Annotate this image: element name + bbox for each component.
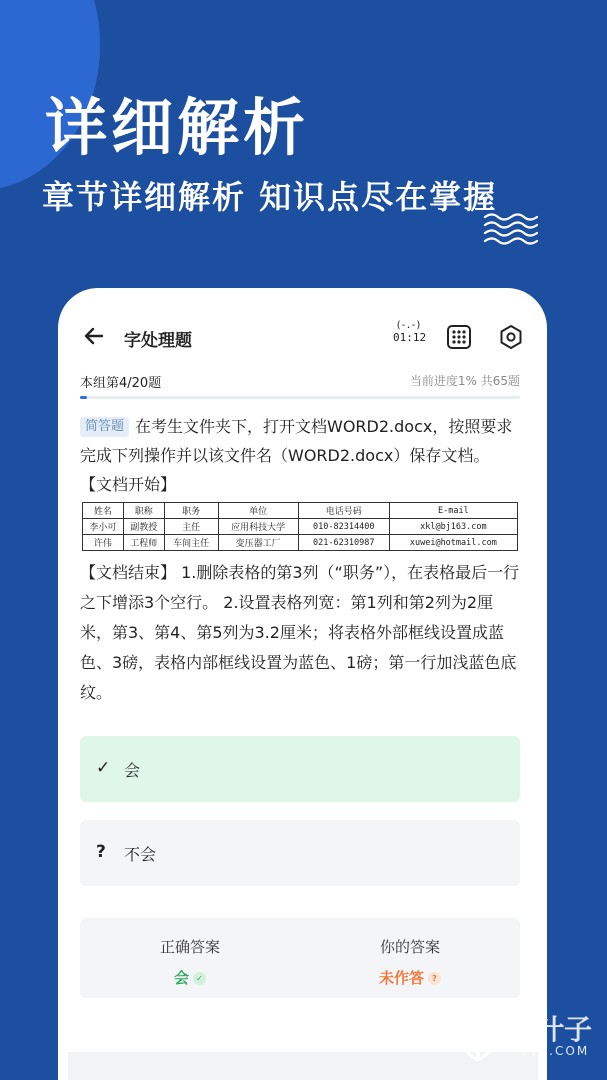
waves-icon: [483, 212, 539, 246]
leaf-logo-icon: [452, 1006, 504, 1064]
check-circle-icon: ✓: [193, 972, 206, 985]
watermark: [452, 1006, 593, 1068]
correct-answer-heading: 正确答案: [159, 938, 220, 956]
table-header-cell: E-mail: [389, 503, 517, 519]
timer[interactable]: [393, 320, 427, 344]
correct-answer: [80, 936, 300, 988]
table-cell: 许伟: [83, 535, 124, 551]
table-header-cell: 电话号码: [298, 503, 389, 519]
question-type-badge: 简答题: [80, 417, 129, 437]
correct-answer-value: 会: [173, 969, 189, 987]
check-icon: ✓: [96, 758, 111, 778]
group-position: 本组第4/20题: [80, 376, 162, 391]
table-cell: 主任: [164, 519, 218, 535]
phone-screen: [58, 288, 547, 1080]
option-know-label: 会: [124, 761, 141, 780]
question-text: [80, 412, 522, 499]
top-bar: [58, 318, 547, 358]
question-mark-icon: ?: [96, 842, 106, 862]
table-cell: 010-82314400: [298, 519, 389, 535]
your-answer-heading: 你的答案: [379, 938, 440, 956]
table-header-cell: 职称: [123, 503, 164, 519]
progress-bar-fill: [80, 396, 87, 399]
table-cell: 副教授: [123, 519, 164, 535]
page-title: 字处理题: [124, 331, 192, 351]
table-cell: 021-62310987: [298, 535, 389, 551]
table-row: [83, 535, 518, 551]
document-table: [82, 502, 518, 551]
your-answer-value: 未作答: [378, 969, 424, 987]
hero-subtitle: 章节详细解析 知识点尽在掌握: [42, 178, 498, 216]
table-cell: 变压器工厂: [218, 535, 298, 551]
progress-summary: 当前进度1% 共65题: [409, 374, 520, 388]
table-cell: 工程师: [123, 535, 164, 551]
table-header-row: [83, 503, 518, 519]
table-cell: 车间主任: [164, 535, 218, 551]
progress-bar: [80, 396, 520, 399]
watermark-brand: 七叶子: [508, 1013, 593, 1046]
table-cell: 应用科技大学: [218, 519, 298, 535]
table-row: [83, 519, 518, 535]
table-header-cell: 单位: [218, 503, 298, 519]
table-header-cell: 姓名: [83, 503, 124, 519]
answer-panel: [80, 918, 520, 998]
answer-sheet-grid-icon[interactable]: [446, 324, 472, 350]
option-dont-know-label: 不会: [124, 845, 157, 864]
option-dont-know[interactable]: [80, 820, 520, 886]
table-cell: xkl@bj163.com: [389, 519, 517, 535]
table-header-cell: 职务: [164, 503, 218, 519]
question-circle-icon: ?: [428, 972, 441, 985]
option-know[interactable]: [80, 736, 520, 802]
timer-value: 01:12: [393, 331, 427, 344]
hero-title: 详细解析: [45, 91, 310, 164]
table-cell: 李小可: [83, 519, 124, 535]
watermark-domain: 7YZ.COM: [520, 1044, 590, 1058]
progress-row: [80, 372, 520, 390]
timer-face-icon: (-.-): [395, 320, 421, 331]
question-requirements: 【文档结束】 1.删除表格的第3列（“职务”），在表格最后一行之下增添3个空行。 2.设置表格列宽：第1列和第2列为2厘米，第3、第4、第5列为3.2厘米；将表格外部框线设置成蓝色、3磅，表格内部框线设置为蓝色、1磅；第一行加浅蓝色底纹。: [80, 563, 520, 702]
settings-hexagon-icon[interactable]: [498, 324, 524, 350]
table-cell: xuwei@hotmail.com: [389, 535, 517, 551]
your-answer: [300, 936, 520, 988]
question-body: 在考生文件夹下，打开文档WORD2.docx，按照要求完成下列操作并以该文件名（WORD2.docx）保存文档。 【文档开始】: [80, 417, 514, 494]
back-arrow-icon[interactable]: [82, 324, 106, 348]
